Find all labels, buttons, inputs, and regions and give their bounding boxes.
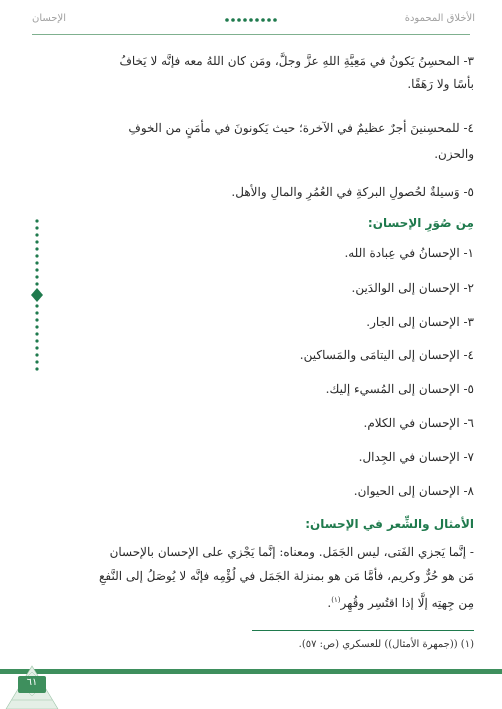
list-item: ٢- الإحسان إلى الوالدَين. bbox=[351, 281, 474, 295]
page-number: ٦١ bbox=[26, 677, 38, 688]
paragraph-4-line-1: ٤- للمحسِنينَ أجرٌ عظيمٌ في الآخرة؛ حيث يَكونونَ في مأمَنٍ من الخوفِ bbox=[128, 121, 474, 135]
proverb-line-3-text: مِن جِهتِه إلَّا إذا اقتُسِر وقُهِر bbox=[340, 596, 474, 610]
paragraph-5-line-1: ٥- وَسيلةٌ لحُصولِ البركةِ في العُمُرِ والمالِ والأهل. bbox=[231, 185, 474, 199]
section-heading-proverbs: الأمثال والشِّعر في الإحسان: bbox=[305, 517, 474, 531]
list-item: ٥- الإحسان إلى المُسيء إليك. bbox=[325, 382, 474, 396]
footnote-text: (١) ((جمهرة الأمثال)) للعسكري (ص: ٥٧). bbox=[298, 639, 474, 650]
proverb-line-2: مَن هو حُرٌّ وكريم، فأمَّا مَن هو بمنزلة الجَمَل في لُؤْمِه فإنَّه لا يُوصَلُ إلى النَّفعِ bbox=[99, 569, 474, 583]
paragraph-3 bbox=[32, 50, 474, 95]
list-item: ١- الإحسانُ في عِبادة الله. bbox=[344, 246, 474, 260]
paragraph-3-line-2: بأسًا ولا رَهَقًا. bbox=[407, 77, 474, 91]
proverb-line-3: مِن جِهتِه إلَّا إذا اقتُسِر وقُهِر$^{(١)}$. bbox=[327, 596, 474, 610]
list-item: ٧- الإحسان في الجِدال. bbox=[358, 450, 474, 464]
header-ornament-icon bbox=[223, 17, 279, 23]
paragraph-3-line-1: ٣- المحسِنُ يَكونُ في مَعِيَّةِ اللهِ عزَّ وجلَّ، ومَن كان اللهُ معه فإنَّه لا يَخافُ bbox=[119, 54, 474, 68]
footer-band bbox=[0, 669, 502, 674]
paragraph-5 bbox=[32, 181, 474, 203]
list-item: ٤- الإحسان إلى اليتامَى والمَساكين. bbox=[299, 348, 474, 362]
list-item: ٨- الإحسان إلى الحيوان. bbox=[353, 484, 474, 498]
proverb-line-1: - إنَّما يَجزي الفَتى، ليس الجَمَل. ومعناه: إنَّما يَجْزي على الإحسان بالإحسان bbox=[109, 545, 474, 559]
running-header-book-title: الأخلاق المحمودة bbox=[404, 13, 475, 24]
list-item: ٣- الإحسان إلى الجار. bbox=[366, 315, 474, 329]
paragraph-4 bbox=[32, 117, 474, 165]
footnote-divider bbox=[252, 630, 474, 631]
footnote-ref: (١) bbox=[331, 596, 341, 604]
running-header-chapter-title: الإحسان bbox=[32, 13, 66, 24]
list-item: ٦- الإحسان في الكلام. bbox=[363, 416, 474, 430]
header-divider bbox=[32, 34, 470, 35]
section-heading-forms: مِن صُوَرِ الإحسان: bbox=[367, 216, 474, 230]
proverb-paragraph bbox=[32, 540, 474, 615]
paragraph-4-line-2: والحزن. bbox=[434, 147, 474, 161]
footer-corner-ornament-icon bbox=[0, 632, 64, 709]
